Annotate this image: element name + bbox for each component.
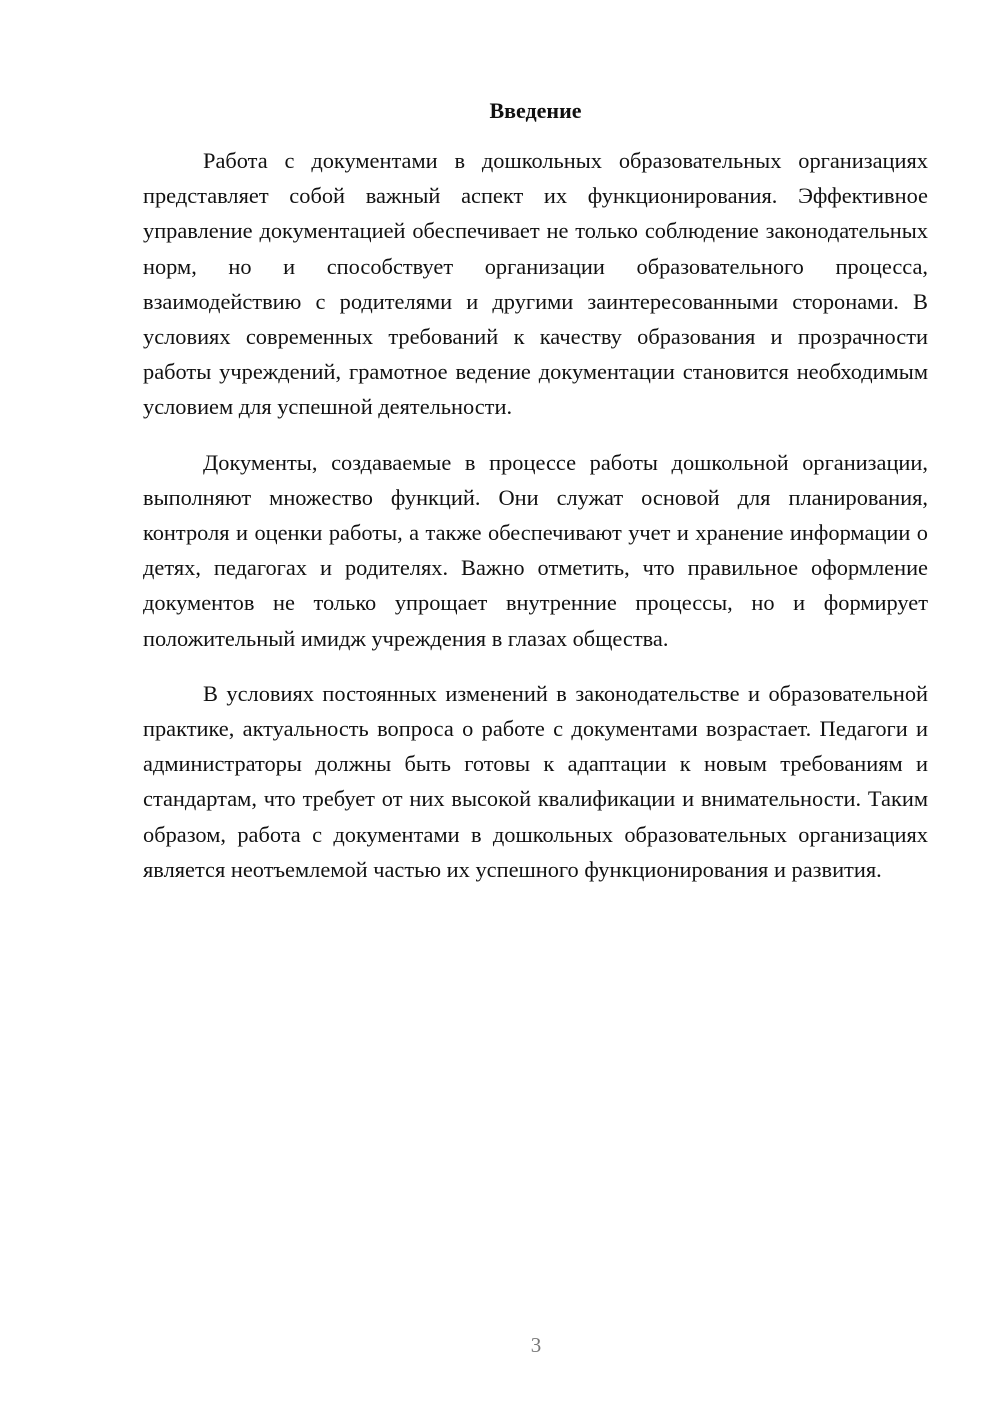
page-title: Введение (489, 98, 582, 123)
paragraph-3: В условиях постоянных изменений в законодательстве и образовательной практике, актуальность вопроса о работе с документами возрастает. Педагоги и администраторы должны быть готовы к адаптации к новым требованиям и стандартам, что требует от них высокой квалификации и внимательности. Таким образом, работа с документами в дошкольных образовательных организациях является неотъемлемой частью их успешного функционирования и развития. (143, 680, 928, 882)
page-number: 3 (530, 1333, 542, 1357)
paragraph-1: Работа с документами в дошкольных образовательных организациях представляет собой важный аспект их функционирования. Эффективное управление документацией обеспечивает не только соблюдение законодательных норм, но и способствует организации образовательного процесса, взаимодействию с родителями и другими заинтересованными сторонами. В условиях современных требований к качеству образования и прозрачности работы учреждений, грамотное ведение документации становится необходимым условием для успешной деятельности. (143, 148, 928, 420)
paragraph-2: Документы, создаваемые в процессе работы дошкольной организации, выполняют множество функций. Они служат основой для планирования, контроля и оценки работы, а также обеспечивают учет и хранение информации о детях, педагогах и родителях. Важно отметить, что правильное оформление документов не только упрощает внутренние процессы, но и формирует положительный имидж учреждения в глазах общества. (143, 449, 928, 651)
document-body (143, 143, 928, 907)
